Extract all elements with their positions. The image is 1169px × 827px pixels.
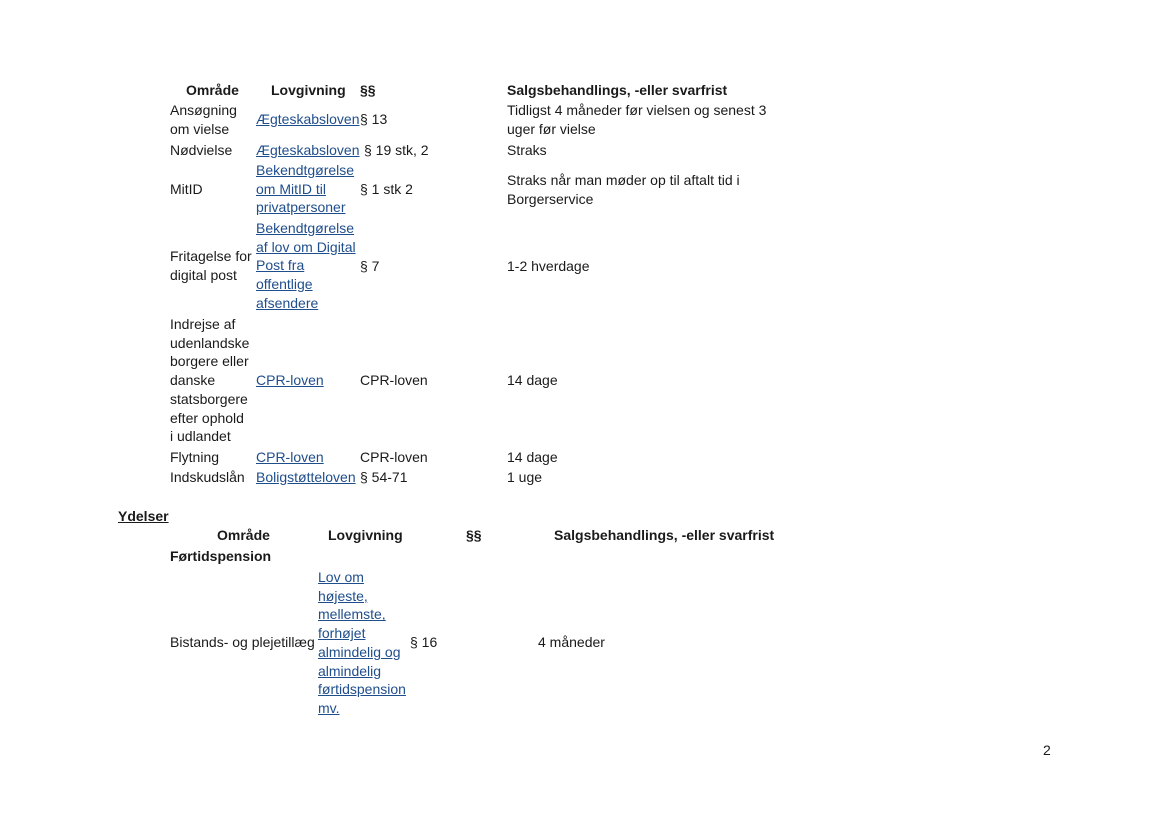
- t1-row-1-section: § 13: [360, 111, 388, 127]
- t1-header-law: Lovgivning: [271, 82, 346, 98]
- t1-row-7-deadline: 1 uge: [507, 469, 543, 485]
- t1-row-6-deadline: 14 dage: [507, 449, 558, 465]
- t2-group-title: Førtidspension: [170, 548, 272, 564]
- t1-row-1-law[interactable]: [256, 110, 360, 129]
- t2-row-1-area: Bistands- og plejetillæg: [170, 634, 315, 650]
- law-link-aegteskabsloven-2[interactable]: Ægteskabsloven: [256, 142, 360, 158]
- t1-row-3-section: § 1 stk 2: [360, 181, 413, 197]
- law-link-aegteskabsloven[interactable]: Ægteskabsloven: [256, 111, 360, 127]
- t1-row-2-deadline: Straks: [507, 142, 547, 158]
- t1-row-4-section: § 7: [360, 258, 380, 274]
- t1-header-area: Område: [186, 82, 239, 98]
- t1-row-4-deadline: 1-2 hverdage: [507, 258, 590, 274]
- page-number: 2: [1043, 742, 1051, 758]
- t1-row-3-deadline: Straks når man møder op til aftalt tid i Borgerservice: [507, 172, 740, 207]
- t2-header-law: Lovgivning: [328, 527, 403, 543]
- t1-row-6-area: Flytning: [170, 449, 220, 465]
- t1-row-1-deadline: Tidligst 4 måneder før vielsen og senest 3 uger før vielse: [507, 102, 767, 137]
- t1-row-6-law[interactable]: [256, 448, 324, 467]
- t1-row-5-law[interactable]: [256, 371, 324, 390]
- law-link-mitid[interactable]: Bekendtgørelse om MitID til privatpersoner: [256, 162, 355, 216]
- t2-row-1-section: § 16: [410, 634, 438, 650]
- t1-header-deadline: Salgsbehandlings, -eller svarfrist: [507, 82, 728, 98]
- t1-row-6-section: CPR-loven: [360, 449, 428, 465]
- t1-row-4-area: Fritagelse for digital post: [170, 248, 252, 283]
- t1-row-7-area: Indskudslån: [170, 469, 245, 485]
- t2-row-1-law[interactable]: [318, 568, 406, 718]
- law-link-cpr-loven-2[interactable]: CPR-loven: [256, 449, 324, 465]
- t1-row-5-deadline: 14 dage: [507, 372, 558, 388]
- t2-row-1-deadline: 4 måneder: [538, 634, 605, 650]
- t1-row-3-law[interactable]: [256, 161, 354, 217]
- section-title-ydelser: Ydelser: [118, 508, 169, 524]
- t2-header-deadline: Salgsbehandlings, -eller svarfrist: [554, 527, 775, 543]
- t1-row-5-section: CPR-loven: [360, 372, 428, 388]
- t1-row-2-section: § 19 stk, 2: [364, 142, 429, 158]
- t1-row-2-area: Nødvielse: [170, 142, 233, 158]
- law-link-fortidspension[interactable]: Lov om højeste, mellemste, forhøjet almindelig og almindelig førtidspension mv.: [318, 569, 406, 716]
- t1-row-7-section: § 54-71: [360, 469, 408, 485]
- law-link-cpr-loven[interactable]: CPR-loven: [256, 372, 324, 388]
- t2-header-section: §§: [466, 527, 482, 543]
- t1-row-2-law[interactable]: [256, 141, 360, 160]
- t1-row-7-law[interactable]: [256, 468, 356, 487]
- law-link-boligstotteloven[interactable]: Boligstøtteloven: [256, 469, 356, 485]
- t1-row-1-area: Ansøgning om vielse: [170, 102, 237, 137]
- t1-row-5-area: Indrejse af udenlandske borgere eller danske statsborgere efter ophold i udlandet: [170, 316, 250, 445]
- t1-row-4-law[interactable]: [256, 219, 356, 313]
- t2-header-area: Område: [217, 527, 270, 543]
- t1-header-section: §§: [360, 82, 376, 98]
- law-link-digital-post[interactable]: Bekendtgørelse af lov om Digital Post fra offentlige afsendere: [256, 220, 356, 311]
- t1-row-3-area: MitID: [170, 181, 203, 197]
